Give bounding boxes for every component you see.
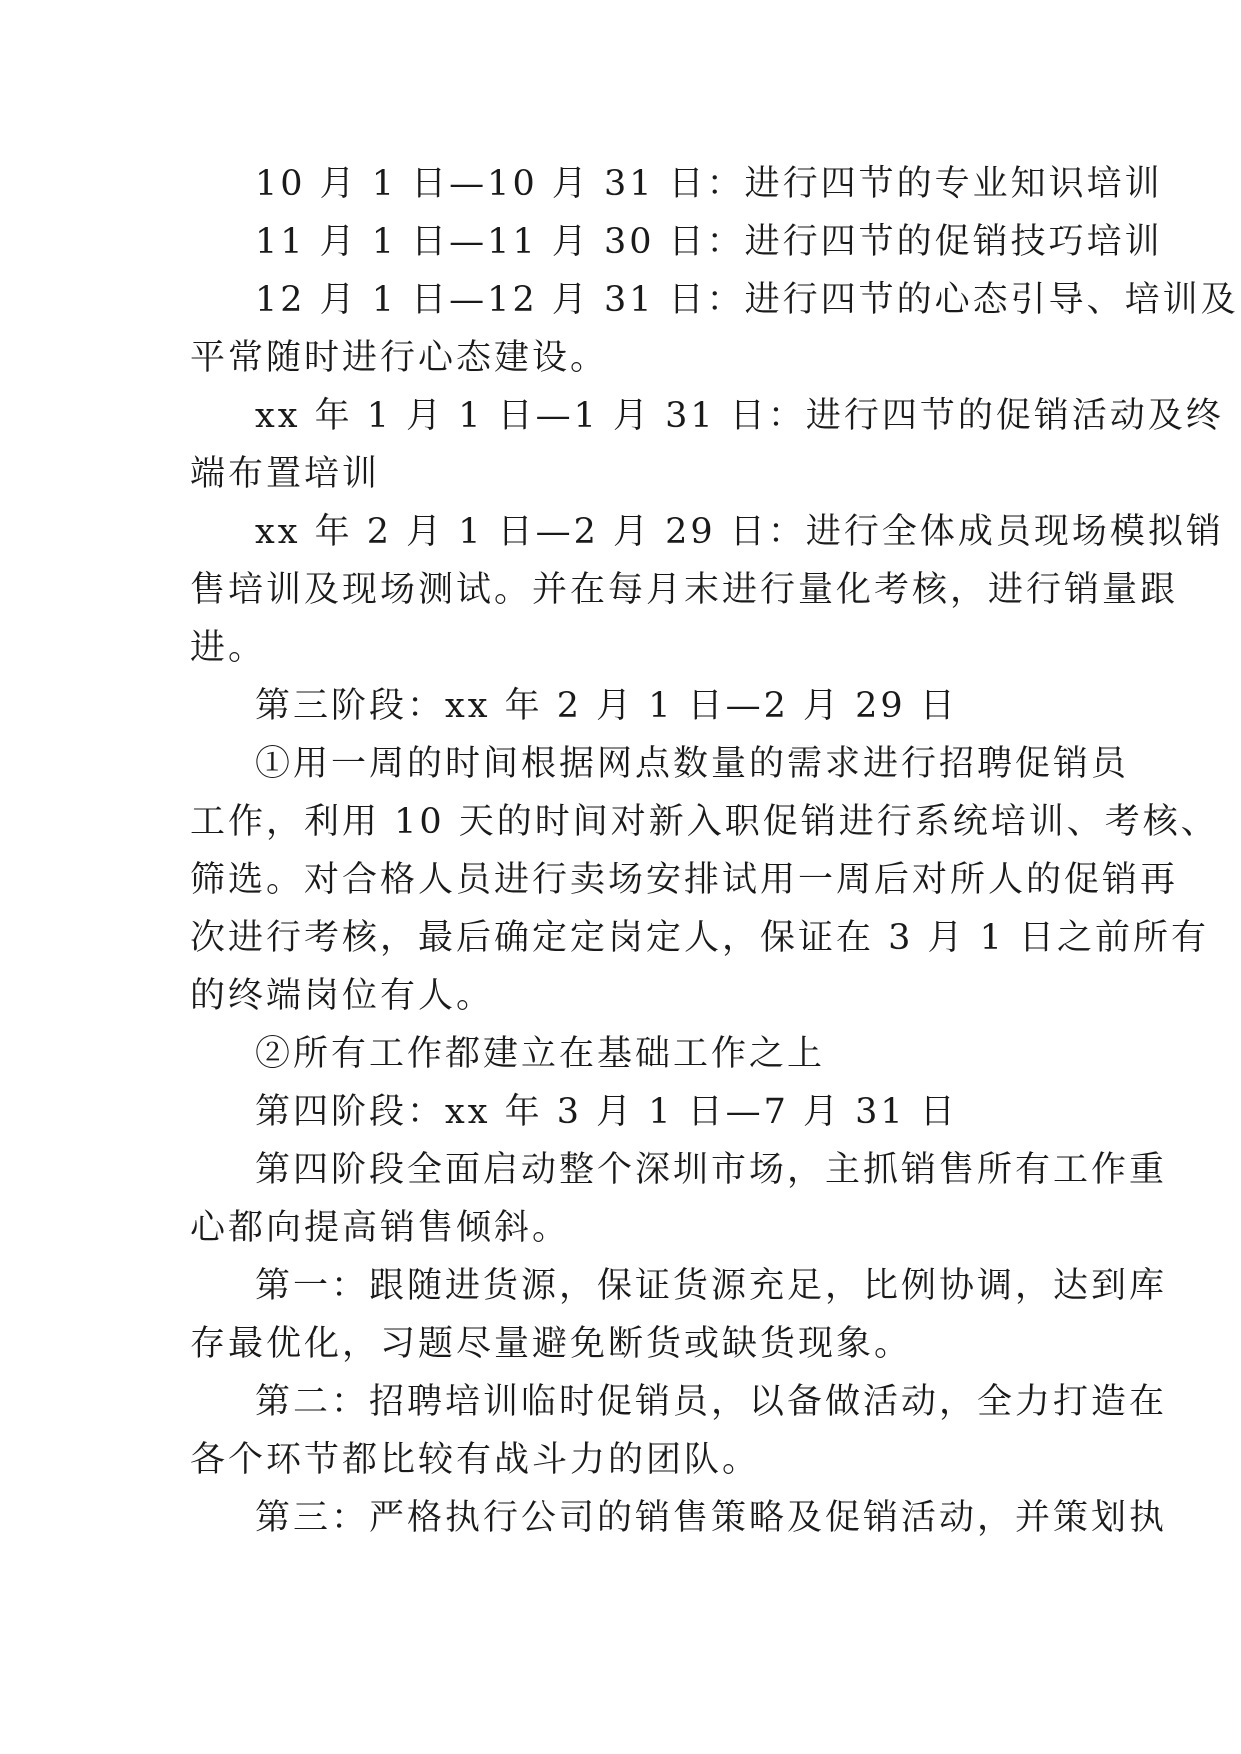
text-line: 筛选。对合格人员进行卖场安排试用一周后对所人的促销再 [190, 860, 1179, 900]
text-line: 售培训及现场测试。并在每月末进行量化考核，进行销量跟 [190, 570, 1179, 610]
text-line: 次进行考核，最后确定定岗定人，保证在 3 月 1 日之前所有 [190, 918, 1210, 958]
text-line: 的终端岗位有人。 [190, 976, 495, 1016]
text-line: 第二：招聘培训临时促销员，以备做活动，全力打造在 [255, 1382, 1168, 1422]
text-line: ①用一周的时间根据网点数量的需求进行招聘促销员 [255, 744, 1130, 784]
text-line: 各个环节都比较有战斗力的团队。 [190, 1440, 761, 1480]
text-line: 进。 [190, 628, 267, 668]
text-line: 第三：严格执行公司的销售策略及促销活动，并策划执 [255, 1498, 1168, 1538]
text-line: xx 年 2 月 1 日—2 月 29 日：进行全体成员现场模拟销 [255, 512, 1224, 552]
text-line: 第一：跟随进货源，保证货源充足，比例协调，达到库 [255, 1266, 1168, 1306]
text-line: 12 月 1 日—12 月 31 日：进行四节的心态引导、培训及 [255, 280, 1239, 320]
text-line: 心都向提高销售倾斜。 [190, 1208, 571, 1248]
text-line: 存最优化，习题尽量避免断货或缺货现象。 [190, 1324, 913, 1364]
section-heading: 第三阶段：xx 年 2 月 1 日—2 月 29 日 [255, 686, 958, 726]
text-line: xx 年 1 月 1 日—1 月 31 日：进行四节的促销活动及终 [255, 396, 1224, 436]
text-line: 端布置培训 [190, 454, 381, 494]
text-line: 10 月 1 日—10 月 31 日：进行四节的专业知识培训 [255, 164, 1163, 204]
text-line: 11 月 1 日—11 月 30 日：进行四节的促销技巧培训 [255, 222, 1163, 262]
text-line: 第四阶段全面启动整个深圳市场，主抓销售所有工作重 [255, 1150, 1168, 1190]
section-heading: 第四阶段：xx 年 3 月 1 日—7 月 31 日 [255, 1092, 958, 1132]
text-line: ②所有工作都建立在基础工作之上 [255, 1034, 826, 1074]
text-line: 平常随时进行心态建设。 [190, 338, 609, 378]
text-line: 工作，利用 10 天的时间对新入职促销进行系统培训、考核、 [190, 802, 1219, 842]
